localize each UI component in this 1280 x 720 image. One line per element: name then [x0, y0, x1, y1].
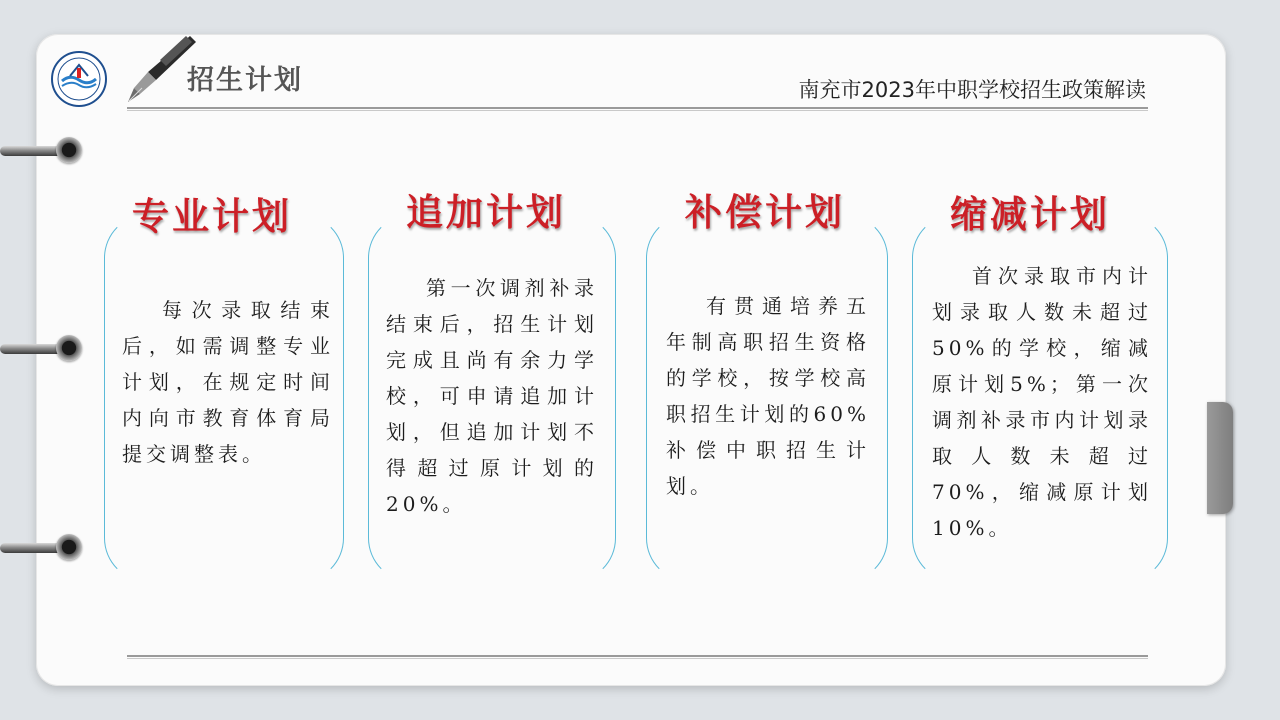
card-heading: 追加计划	[406, 190, 566, 234]
footer-divider	[127, 655, 1148, 659]
card-heading: 缩减计划	[950, 192, 1110, 236]
header-divider	[127, 107, 1148, 111]
binder-ring-icon	[0, 531, 86, 565]
page-side-tab[interactable]	[1207, 402, 1233, 514]
binder-ring-icon	[0, 332, 86, 366]
binder-ring-icon	[0, 134, 86, 168]
fountain-pen-icon	[126, 32, 196, 104]
card-heading: 专业计划	[132, 194, 292, 238]
card-body: 首次录取市内计划录取人数未超过50%的学校，缩减原计划5%；第一次调剂补录市内计划录取人数未超过70%，缩减原计划10%。	[932, 264, 1152, 540]
section-title: 招生计划	[187, 65, 303, 96]
card-body: 有贯通培养五年制高职招生资格的学校，按学校高职招生计划的60%补偿中职招生计划。	[666, 294, 870, 498]
document-title: 南充市2023年中职学校招生政策解读	[798, 78, 1146, 102]
card-body: 每次录取结束后，如需调整专业计划，在规定时间内向市教育体育局提交调整表。	[122, 298, 334, 466]
card-heading: 补偿计划	[685, 190, 845, 234]
school-emblem-icon	[50, 50, 108, 108]
card-body: 第一次调剂补录结束后，招生计划完成且尚有余力学校，可申请追加计划，但追加计划不得超过原计划的20%。	[386, 276, 598, 516]
